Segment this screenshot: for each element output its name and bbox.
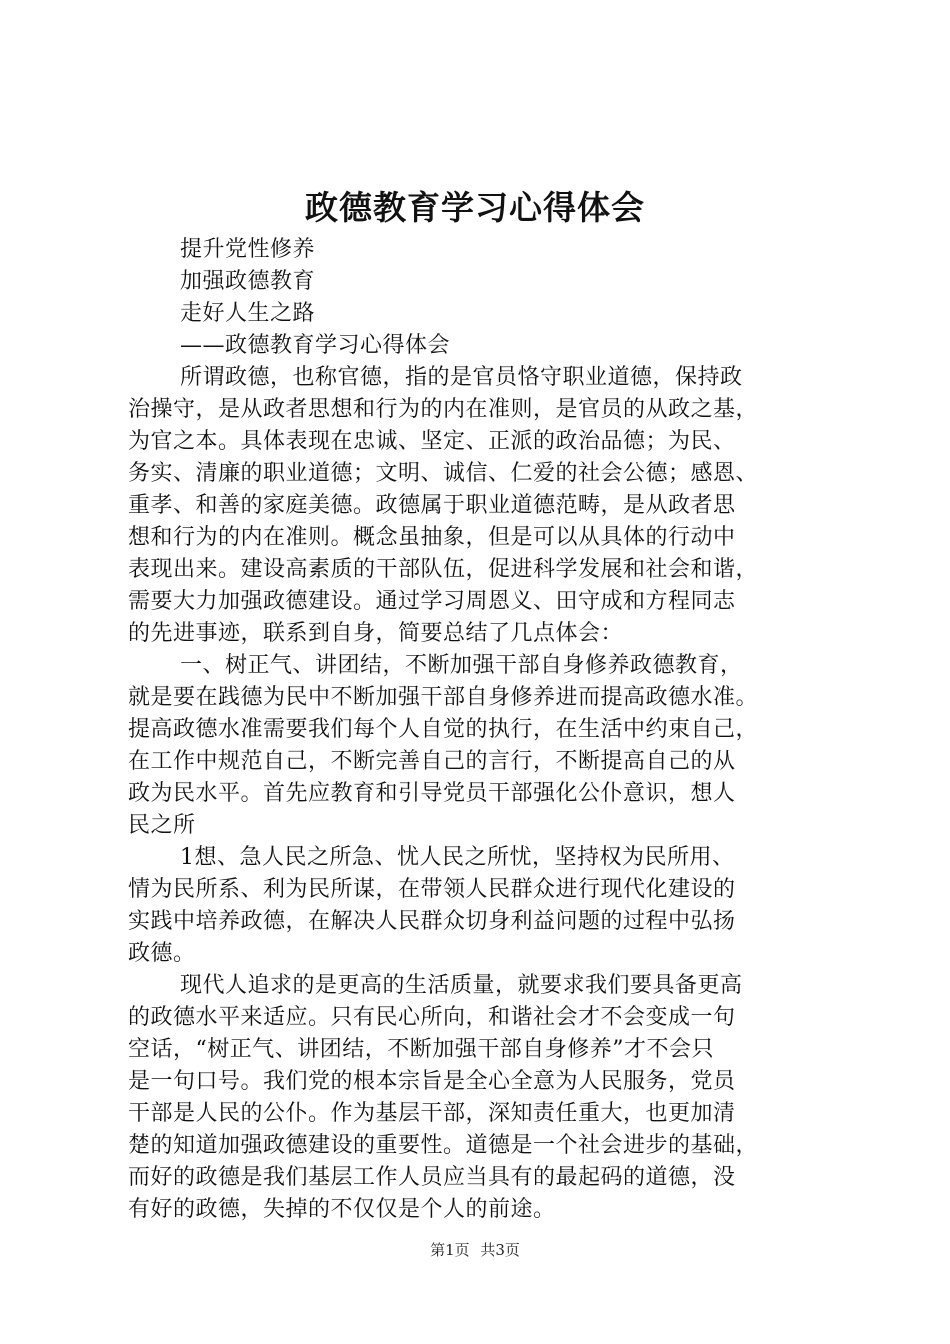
page-number: 第1页 [430,1241,470,1259]
paragraph-4-line: 干部是人民的公仆。作为基层干部，深知责任重大，也更加清 [128,1101,736,1126]
document-body [128,234,828,1226]
subtitle-line-3: 走好人生之路 [180,301,316,326]
paragraph-1-line: 治操守，是从政者思想和行为的内在准则，是官员的从政之基， [128,397,759,422]
paragraph-3-line: 政德。 [128,941,196,966]
paragraph-4-line: 现代人追求的是更高的生活质量，就要求我们要具备更高 [180,973,743,998]
subtitle-line-4: ——政德教育学习心得体会 [180,333,451,358]
paragraph-1-line: 想和行为的内在准则。概念虽抽象，但是可以从具体的行动中 [128,525,736,550]
paragraph-3-line: 情为民所系、利为民所谋，在带领人民群众进行现代化建设的 [128,877,736,902]
document-title: 政德教育学习心得体会 [305,188,645,227]
paragraph-4-line: 空话，“树正气、讲团结，不断加强干部自身修养”才不会只 [128,1037,714,1062]
paragraph-4-line: 而好的政德是我们基层工作人员应当具有的最起码的道德，没 [128,1165,736,1190]
paragraph-1-line: 务实、清廉的职业道德；文明、诚信、仁爱的社会公德；感恩、 [128,461,759,486]
paragraph-2-line: 提高政德水准需要我们每个人自觉的执行，在生活中约束自己， [128,717,759,742]
paragraph-4-line: 的政德水平来适应。只有民心所向，和谐社会才不会变成一句 [128,1005,736,1030]
paragraph-1-line: 重孝、和善的家庭美德。政德属于职业道德范畴，是从政者思 [128,493,736,518]
paragraph-4-line: 有好的政德，失掉的不仅仅是个人的前途。 [128,1197,556,1222]
paragraph-1-line: 所谓政德，也称官德，指的是官员恪守职业道德，保持政 [180,365,743,390]
page-total: 共3页 [480,1241,520,1259]
paragraph-2-line: 就是要在践德为民中不断加强干部自身修养进而提高政德水准。 [128,685,759,710]
paragraph-2-line: 一、树正气、讲团结，不断加强干部自身修养政德教育， [180,653,743,678]
subtitle-line-2: 加强政德教育 [180,269,316,294]
paragraph-1-line: 表现出来。建设高素质的干部队伍，促进科学发展和社会和谐， [128,557,759,582]
paragraph-2-line: 在工作中规范自己，不断完善自己的言行，不断提高自己的从 [128,749,736,774]
paragraph-2-line: 政为民水平。首先应教育和引导党员干部强化公仆意识，想人 [128,781,736,806]
subtitle-line-1: 提升党性修养 [180,237,316,262]
paragraph-4-line: 是一句口号。我们党的根本宗旨是全心全意为人民服务，党员 [128,1069,736,1094]
paragraph-3-line: 1想、急人民之所急、忧人民之所忧，坚持权为民所用、 [180,845,735,870]
paragraph-1-line: 为官之本。具体表现在忠诚、坚定、正派的政治品德；为民、 [128,429,736,454]
paragraph-1-line: 的先进事迹，联系到自身，简要总结了几点体会： [128,621,624,646]
paragraph-1-line: 需要大力加强政德建设。通过学习周恩义、田守成和方程同志 [128,589,736,614]
paragraph-4-line: 楚的知道加强政德建设的重要性。道德是一个社会进步的基础， [128,1133,759,1158]
paragraph-2-line: 民之所 [128,813,196,838]
page-footer [0,1240,950,1260]
paragraph-3-line: 实践中培养政德，在解决人民群众切身利益问题的过程中弘扬 [128,909,736,934]
